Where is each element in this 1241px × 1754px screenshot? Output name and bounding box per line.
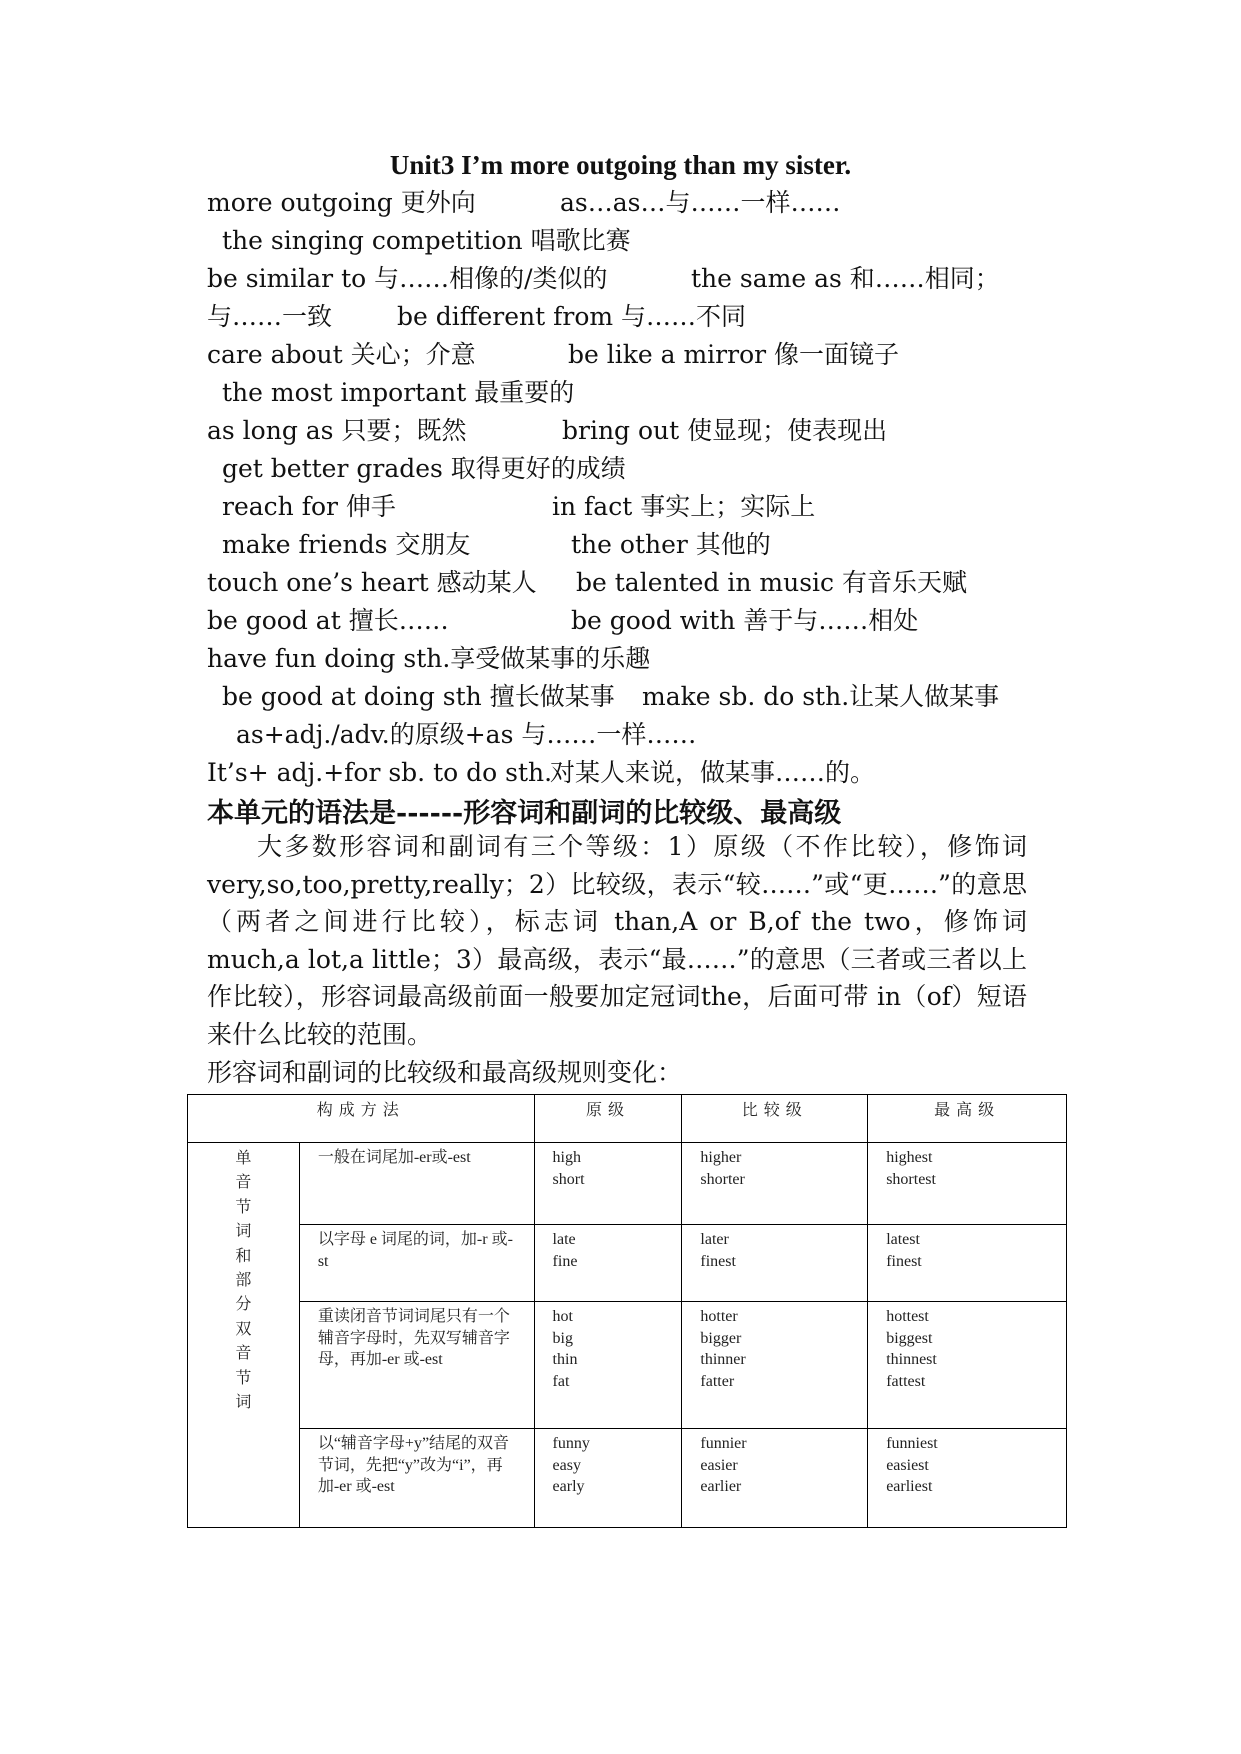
word: hottest xyxy=(886,1308,929,1325)
phrase: make sb. do sth.让某人做某事 xyxy=(642,682,1000,711)
table-intro: 形容词和副词的比较级和最高级规则变化： xyxy=(207,1057,683,1087)
word: finest xyxy=(886,1252,922,1270)
phrase: the most important 最重要的 xyxy=(222,378,575,407)
word: finest xyxy=(700,1252,736,1270)
word: earliest xyxy=(886,1478,933,1495)
phrase: 与……一致 xyxy=(207,302,333,331)
header-base: 原级 xyxy=(534,1095,682,1143)
phrase: 对某人来说，做某事……的。 xyxy=(550,758,876,787)
word: later xyxy=(700,1231,729,1248)
base-cell xyxy=(534,1302,682,1429)
group-label-char: 部 xyxy=(235,1272,252,1290)
word: late xyxy=(552,1231,576,1248)
group-label-char: 词 xyxy=(235,1394,252,1412)
word: short xyxy=(552,1170,585,1188)
word: biggest xyxy=(886,1329,933,1347)
word: latest xyxy=(886,1231,920,1248)
group-label xyxy=(188,1143,300,1528)
superlative-cell xyxy=(868,1225,1067,1302)
comparison-table xyxy=(187,1094,1067,1528)
group-label-char: 节 xyxy=(235,1198,252,1216)
grammar-heading: 本单元的语法是------形容词和副词的比较级、最高级 xyxy=(207,798,842,829)
word: fattest xyxy=(886,1372,926,1390)
phrase: be good with 善于与……相处 xyxy=(571,606,919,635)
phrase: get better grades 取得更好的成绩 xyxy=(222,454,626,483)
phrase: bring out 使显现；使表现出 xyxy=(562,416,888,445)
word: higher xyxy=(700,1149,742,1166)
word: bigger xyxy=(700,1329,742,1347)
group-label-char: 和 xyxy=(235,1247,252,1265)
phrase: be different from 与……不同 xyxy=(397,302,747,331)
word: shortest xyxy=(886,1170,936,1188)
group-label-char: 双 xyxy=(235,1320,252,1338)
base-cell xyxy=(534,1225,682,1302)
word: thinnest xyxy=(886,1351,937,1368)
group-label-char: 分 xyxy=(235,1296,252,1314)
method-cell: 以字母 e 词尾的词，加-r 或-st xyxy=(299,1225,534,1302)
phrase: It’s+ adj.+for sb. to do sth. xyxy=(207,758,553,787)
comparative-cell xyxy=(682,1302,868,1429)
comparative-cell xyxy=(682,1143,868,1225)
word: easy xyxy=(552,1456,581,1474)
word: high xyxy=(552,1149,581,1166)
method-cell: 以“辅音字母+y”结尾的双音节词，先把“y”改为“i”，再加-er 或-est xyxy=(299,1429,534,1528)
page-title: Unit3 I’m more outgoing than my sister. xyxy=(389,150,852,180)
grammar-paragraph: 大多数形容词和副词有三个等级：1）原级（不作比较），修饰词 very,so,too,pretty,really；2）比较级，表示“较……”或“更……”的意思（两者之间进行比较），标志词 than,A or B,of the two，修饰词 much,a lot,a little；3）最高级，表示“最……”的意思（三者或三者以上作比较），形容词最高级前面一般要加定冠词the，后面可带 in（of）短语来什么比较的范围。 xyxy=(207,832,1027,1049)
word: early xyxy=(552,1478,585,1495)
phrase: more outgoing 更外向 xyxy=(207,188,476,217)
word: funniest xyxy=(886,1435,938,1452)
word: highest xyxy=(886,1149,933,1166)
superlative-cell xyxy=(868,1429,1067,1528)
method-cell: 重读闭音节词词尾只有一个辅音字母时，先双写辅音字母，再加-er 或-est xyxy=(299,1302,534,1429)
phrase: care about 关心；介意 xyxy=(207,340,476,369)
header-superlative: 最高级 xyxy=(868,1095,1067,1143)
phrase: as long as 只要；既然 xyxy=(207,416,467,445)
word: big xyxy=(552,1329,573,1347)
word: hotter xyxy=(700,1308,738,1325)
word: hot xyxy=(552,1308,573,1325)
word: fat xyxy=(552,1372,570,1390)
phrase: be talented in music 有音乐天赋 xyxy=(576,568,968,597)
phrase: the other 其他的 xyxy=(571,530,771,559)
word: fine xyxy=(552,1252,578,1270)
phrase: make friends 交朋友 xyxy=(222,530,471,559)
header-method: 构成方法 xyxy=(188,1095,535,1143)
group-label-char: 词 xyxy=(235,1223,252,1241)
word: earlier xyxy=(700,1478,742,1495)
comparative-cell xyxy=(682,1429,868,1528)
phrase: as…as…与……一样…… xyxy=(560,188,841,217)
phrase: be good at doing sth 擅长做某事 xyxy=(222,682,615,711)
group-label-char: 单 xyxy=(235,1150,252,1167)
base-cell xyxy=(534,1143,682,1225)
phrase: touch one’s heart 感动某人 xyxy=(207,568,537,597)
word: funnier xyxy=(700,1435,747,1452)
phrase: as+adj./adv.的原级+as 与……一样…… xyxy=(236,720,697,749)
word: easier xyxy=(700,1456,738,1474)
phrase: the same as 和……相同； xyxy=(691,264,1000,293)
group-label-char: 节 xyxy=(235,1369,252,1387)
phrase: in fact 事实上；实际上 xyxy=(552,492,816,521)
word: thinner xyxy=(700,1351,746,1368)
word: fatter xyxy=(700,1372,735,1390)
phrase: be good at 擅长…… xyxy=(207,606,449,635)
phrase: be like a mirror 像一面镜子 xyxy=(568,340,900,369)
word: shorter xyxy=(700,1170,745,1188)
phrase: be similar to 与……相像的/类似的 xyxy=(207,264,608,293)
method-cell: 一般在词尾加-er或-est xyxy=(299,1143,534,1225)
comparative-cell xyxy=(682,1225,868,1302)
group-label-char: 音 xyxy=(235,1174,252,1192)
word: easiest xyxy=(886,1456,929,1474)
superlative-cell xyxy=(868,1302,1067,1429)
phrase: reach for 伸手 xyxy=(222,492,396,521)
base-cell xyxy=(534,1429,682,1528)
word: funny xyxy=(552,1435,590,1452)
word: thin xyxy=(552,1351,578,1368)
grammar-section xyxy=(207,828,1027,1091)
phrase: have fun doing sth.享受做某事的乐趣 xyxy=(207,644,651,673)
superlative-cell xyxy=(868,1143,1067,1225)
group-label-char: 音 xyxy=(235,1345,252,1363)
phrase: the singing competition 唱歌比赛 xyxy=(222,226,631,255)
header-comparative: 比较级 xyxy=(682,1095,868,1143)
